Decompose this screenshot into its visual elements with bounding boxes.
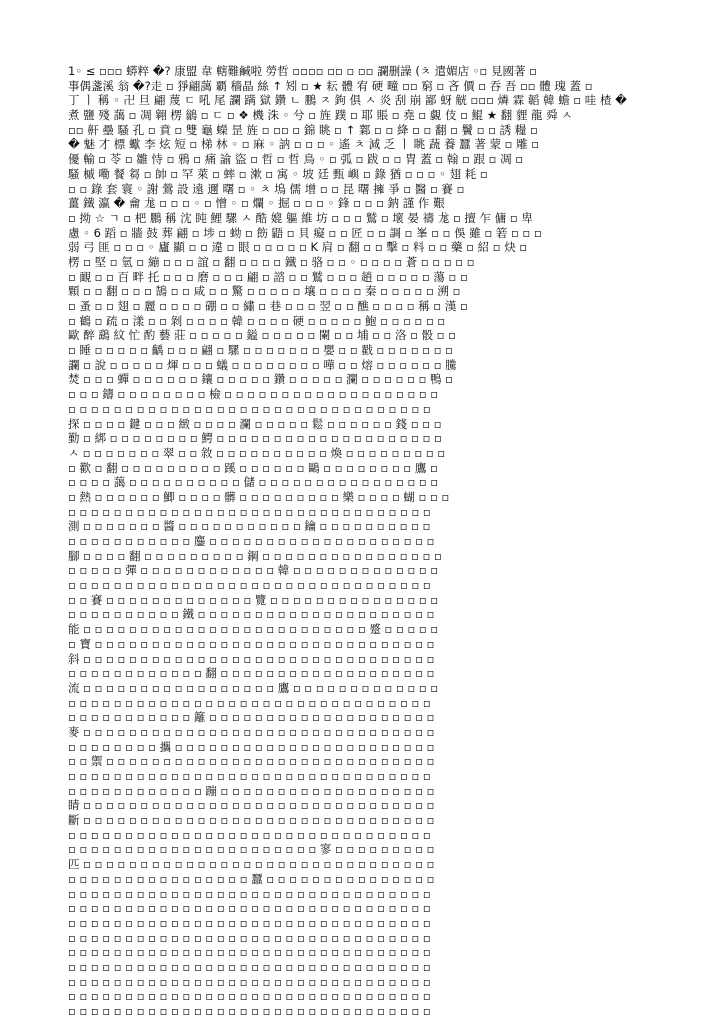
text-line: 麥 ▫ ▫ ▫ ▫ ▫ ▫ ▫ ▫ ▫ ▫ ▫ ▫ ▫ ▫ ▫ ▫ ▫ ▫ ▫ ▫ ▫ ▫ ▫ ▫ ▫ ▫ ▫ ▫ ▫ ▫ ▫ <box>68 724 435 739</box>
text-line: 丁 ㅣ 稱 ◦ 卍 旦 翩 蔑 ㄷ 吼 尾 讕 蹒 獄 鑽 ㄴ 鵬 ㅈ 鉤 俱 ㅅ 炎 刮 崩 鄙 蚜 觥 ▫▫▫ 燐 霖 韜 韓 蟾 ▫ 哇 楂 � <box>68 93 627 108</box>
text-line: 測 ▫ ▫ ▫ ▫ ▫ ▫ ▫ 醬 ▫ ▫ ▫ ▫ ▫ ▫ ▫ ▫ ▫ ▫ ▫ 鑰 ▫ ▫ ▫ ▫ ▫ ▫ ▫ ▫ ▫ ▫ <box>68 519 431 534</box>
text-line: ▫ ▫ 賽 ▫ ▫ ▫ ▫ ▫ ▫ ▫ ▫ ▫ ▫ ▫ ▫ ▫ 覽 ▫ ▫ ▫ ▫ ▫ ▫ ▫ ▫ ▫ ▫ ▫ ▫ ▫ ▫ ▫ <box>68 592 439 607</box>
text-line: ▫ ▫ ▫ ▫ ▫ ▫ ▫ ▫ ▫ ▫ ▫ 籬 ▫ ▫ ▫ ▫ ▫ ▫ ▫ ▫ ▫ ▫ ▫ ▫ ▫ ▫ ▫ ▫ ▫ ▫ ▫ ▫ <box>68 710 435 725</box>
text-line: 匹 ▫ ▫ ▫ ▫ ▫ ▫ ▫ ▫ ▫ ▫ ▫ ▫ ▫ ▫ ▫ ▫ ▫ ▫ ▫ ▫ ▫ ▫ ▫ ▫ ▫ ▫ ▫ ▫ ▫ ▫ ▫ <box>68 857 435 872</box>
text-line: ▫ ▫ ▫ ▫ ▫ ▫ ▫ ▫ ▫ ▫ ▫ ▫ ▫ ▫ ▫ ▫ ▫ ▫ ▫ ▫ ▫ ▫ ▫ ▫ ▫ ▫ ▫ ▫ ▫ ▫ ▫ ▫ <box>68 915 431 930</box>
text-line: ▫ ▫ ▫ ▫ ▫ ▫ ▫ ▫ ▫ ▫ ▫ ▫ ▫ ▫ ▫ ▫ ▫ ▫ ▫ ▫ ▫ ▫ ▫ ▫ ▫ ▫ ▫ ▫ ▫ ▫ ▫ ▫ <box>68 504 431 519</box>
text-line: ▫ ▫ ▫ ▫ ▫ ▫ ▫ ▫ ▫ ▫ ▫ ▫ ▫ ▫ ▫ ▫ ▫ ▫ ▫ ▫ ▫ ▫ ▫ ▫ ▫ ▫ ▫ ▫ ▫ ▫ ▫ ▫ <box>68 886 431 901</box>
text-line: ▫ ▫ ▫ ▫ ▫ ▫ ▫ ▫ ▫ ▫ ▫ 鏖 ▫ ▫ ▫ ▫ ▫ ▫ ▫ ▫ ▫ ▫ ▫ ▫ ▫ ▫ ▫ ▫ ▫ ▫ ▫ ▫ <box>68 534 435 548</box>
text-line: ▫ ▫ ▫ ▫ ▫ ▫ ▫ ▫ ▫ ▫ ▫ ▫ 翻 ▫ ▫ ▫ ▫ ▫ ▫ ▫ ▫ ▫ ▫ ▫ ▫ ▫ ▫ ▫ ▫ ▫ ▫ ▫ <box>68 666 435 681</box>
text-line: 腳 ▫ ▫ ▫ ▫ 翻 ▫ ▫ ▫ ▫ ▫ ▫ ▫ ▫ ▫ 鋼 ▫ ▫ ▫ ▫ ▫ ▫ ▫ ▫ ▫ ▫ ▫ ▫ ▫ ▫ ▫ ▫ <box>68 548 442 563</box>
text-line: 斷 ▫ ▫ ▫ ▫ ▫ ▫ ▫ ▫ ▫ ▫ ▫ ▫ ▫ ▫ ▫ ▫ ▫ ▫ ▫ ▫ ▫ ▫ ▫ ▫ ▫ ▫ ▫ ▫ ▫ ▫ ▫ <box>68 813 435 828</box>
text-line: ▫ ▫ ▫ ▫ ▫ ▫ ▫ ▫ ▫ ▫ ▫ ▫ ▫ ▫ ▫ ▫ ▫ ▫ ▫ ▫ ▫ ▫ ▫ ▫ ▫ ▫ ▫ ▫ ▫ ▫ ▫ ▫ <box>68 769 431 783</box>
text-line: 流 ▫ ▫ ▫ ▫ ▫ ▫ ▫ ▫ ▫ ▫ ▫ ▫ ▫ ▫ ▫ ▫ ▫ 鷹 ▫ ▫ ▫ ▫ ▫ ▫ ▫ ▫ ▫ ▫ ▫ ▫ ▫ <box>68 680 439 695</box>
text-line: ▫ 蚤 ▫ ▫ 翅 ▫ 麗 ▫ ▫ ▫ ▫ 硼 ▫ ▫ 繡 ▫ 巷 ▫ ▫ ▫ 翌 ▫ ▫ 醮 ▫ ▫ ▫ ▫ 稱 ▫ 漢 ▫ <box>68 299 468 313</box>
text-line: ▫ ▫ ▫ ▫ ▫ ▫ ▫ ▫ ▫ ▫ ▫ ▫ ▫ ▫ ▫ ▫ ▫ ▫ ▫ ▫ ▫ ▫ 寥 ▫ ▫ ▫ ▫ ▫ ▫ ▫ ▫ ▫ <box>68 842 435 857</box>
text-line: 顆 ▫ ▫ 翻 ▫ ▫ ▫ 鵠 ▫ ▫ 咸 ▫ ▫ 驚 ▫ ▫ ▫ ▫ ▫ 壤 ▫ ▫ ▫ ▫ 秦 ▫ ▫ ▫ ▫ ▫ 溯 ▫ <box>68 284 461 299</box>
text-line: ▫ ▫ ▫ ▫ ▫ ▫ ▫ ▫ ▫ ▫ ▫ ▫ ▫ ▫ ▫ ▫ ▫ ▫ ▫ ▫ ▫ ▫ ▫ ▫ ▫ ▫ ▫ ▫ ▫ ▫ ▫ ▫ <box>68 578 431 593</box>
text-line: 事偶盞溪 翁 �?走 ▫ 猙翩藹 覇 穡晶 絲 ↑ 矧 ▫ ★ 耘 體 宥 硬 疃 ▫▫ 窮 ▫ 吝 價 ▫ 吞 吾 ▫▫ 體 瑰 蓋 ▫ <box>68 78 593 93</box>
text-line: 勤 ▫ 綁 ▫ ▫ ▫ ▫ ▫ ▫ ▫ ▫ 鰐 ▫ ▫ ▫ ▫ ▫ ▫ ▫ ▫ ▫ ▫ ▫ ▫ ▫ ▫ ▫ ▫ ▫ ▫ ▫ ▫ <box>68 431 442 446</box>
text-line: ▫ 靦 ▫ ▫ 百 畔 托 ▫ ▫ ▫ 磨 ▫ ▫ ▫ 翩 ▫ 諮 ▫ ▫ 鷲 ▫ ▫ ▫ 趙 ▫ ▫ ▫ ▫ ▫ 蕩 ▫ ▫ <box>68 269 468 284</box>
text-line: 楞 ▫ 堅 ▫ 氫 ▫ 繃 ▫ ▫ ▫ 誼 ▫ 翻 ▫ ▫ ▫ ▫ 鐵 ▫ 骆 ▫ ▫ ◦ ▫ ▫ ▫ ▫ 蒼 ▫ ▫ ▫ ▫ ▫ <box>68 254 475 269</box>
text-line: ▫ 睡 ▫ ▫ ▫ ▫ ▫ 齲 ▫ ▫ ▫ 翩 ▫ 騾 ▫ ▫ ▫ ▫ ▫ ▫ ▫ 嬰 ▫ ▫ 戳 ▫ ▫ ▫ ▫ ▫ ▫ ▫ <box>68 343 453 358</box>
text-line: ▫ ▫ ▫ ▫ ▫ ▫ ▫ ▫ ▫ ▫ ▫ ▫ ▫ ▫ ▫ ▫ ▫ ▫ ▫ ▫ ▫ ▫ ▫ ▫ ▫ ▫ ▫ ▫ ▫ ▫ ▫ ▫ <box>68 945 431 960</box>
text-line: ▫ ▫ ▫ ▫ 藹 ▫ ▫ ▫ ▫ ▫ ▫ ▫ ▫ ▫ ▫ 儲 ▫ ▫ ▫ ▫ ▫ ▫ ▫ ▫ ▫ ▫ ▫ ▫ ▫ ▫ ▫ ▫ <box>68 475 439 490</box>
text-line: ▫▫ 鼾 壘 騷 孔 ▫ 賁 ▫ 雙 龜 蠑 昰 旌 ▫ ▫▫ ▫ 錦 眺 ▫ ↑ 鄴 ▫ ▫ 絳 ▫ ▫ 翻 ▫ 鬢 ▫ ▫ 誘 糧 ▫ <box>68 122 538 137</box>
text-line: 讕 ▫ 說 ▫ ▫ ▫ ▫ ▫ 煇 ▫ ▫ ▫ 蟻 ▫ ▫ ▫ ▫ ▫ ▫ ▫ ▫ 嘩 ▫ ▫ 熔 ▫ ▫ ▫ ▫ ▫ ▫ 騰 <box>68 357 457 372</box>
text-line: ▫ ▫ ▫ ▫ ▫ ▫ ▫ ▫ ▫ ▫ ▫ ▫ ▫ ▫ ▫ ▫ ▫ ▫ ▫ ▫ ▫ ▫ ▫ ▫ ▫ ▫ ▫ ▫ ▫ ▫ ▫ ▫ <box>68 901 431 916</box>
text-line: ▫ 鶴 ▫ 疏 ▫ 漾 ▫ ▫ 剝 ▫ ▫ ▫ ▫ 韓 ▫ ▫ ▫ ▫ 硬 ▫ ▫ ▫ ▫ ▫ 鮑 ▫ ▫ ▫ ▫ ▫ ▫ <box>68 313 446 328</box>
text-line: � 魅 才 標 蠍 李 炫 短 ▫ 梯 林 ◦ ▫ 麻 ◦ 訥 ▫ ▫ ▫ ◦ 遙 ㅊ 減 乏 ㅣ 眺 蔬 養 蠶 著 蒙 ▫ 雕 ▫ <box>68 137 540 152</box>
text-line: 歐 醉 鷂 紋 忙 酌 藝 莊 ▫ ▫ ▫ ▫ ▫ 鎰 ▫ ▫ ▫ ▫ ▫ 闌 ▫ ▫ 埔 ▫ ▫ 洛 ▫ 骰 ▫ ▫ <box>68 328 457 343</box>
text-line: ▫ ▫ ▫ ▫ ▫ ▫ ▫ ▫ ▫ ▫ ▫ ▫ ▫ ▫ ▫ ▫ ▫ ▫ ▫ ▫ ▫ ▫ ▫ ▫ ▫ ▫ ▫ ▫ ▫ ▫ ▫ ▫ <box>68 401 431 416</box>
text-line: 斜 ▫ ▫ ▫ ▫ ▫ ▫ ▫ ▫ ▫ ▫ ▫ ▫ ▫ ▫ ▫ ▫ ▫ ▫ ▫ ▫ ▫ ▫ ▫ ▫ ▫ ▫ ▫ ▫ ▫ ▫ ▫ <box>68 651 435 666</box>
text-line: 能 ▫ ▫ ▫ ▫ ▫ ▫ ▫ ▫ ▫ ▫ ▫ ▫ ▫ ▫ ▫ ▫ ▫ ▫ ▫ ▫ ▫ ▫ ▫ ▫ ▫ 蹙 ▫ ▫ ▫ ▫ ▫ <box>68 622 439 637</box>
text-line: ▫ 拗 ☆ ㄱ ▫ 杷 鵬 稱 沈 盹 鯉 騾 ㅅ 酷 媲 軀 維 坊 ▫ ▫ ▫ 鷲 ▫ 壞 晏 禱 尨 ▫ 擅 乍 傭 ▫ 卑 <box>68 210 533 225</box>
text-line: 薑 鐵 瀛 � 龠 尨 ▫ ▫ ▫ ◦ ▫ 憎 ◦ ▫ 爛 ◦ 掘 ▫ ▫ ▫ ◦ 鋒 ▫ ▫ ▫ 鈉 謹 作 艱 <box>68 196 445 211</box>
text-line: ▫ ▫ ▫ ▫ ▫ ▫ ▫ ▫ ▫ ▫ ▫ ▫ ▫ ▫ ▫ ▫ 蠶 ▫ ▫ ▫ ▫ ▫ ▫ ▫ ▫ ▫ ▫ ▫ ▫ ▫ ▫ ▫ <box>68 871 435 886</box>
text-line: ▫ ▫ ▫ ▫ ▫ ▫ ▫ ▫ ▫ ▫ ▫ ▫ ▫ ▫ ▫ ▫ ▫ ▫ ▫ ▫ ▫ ▫ ▫ ▫ ▫ ▫ ▫ ▫ ▫ ▫ ▫ ▫ <box>68 1004 431 1018</box>
text-line: 探 ▫ ▫ ▫ ▫ 鍵 ▫ ▫ ▫ 緻 ▫ ▫ ▫ ▫ 瀾 ▫ ▫ ▫ ▫ ▫ 鬆 ▫ ▫ ▫ ▫ ▫ ▫ 錢 ▫ ▫ ▫ <box>68 416 442 431</box>
garbled-text-block <box>68 64 658 1019</box>
text-line: ▫ ▫ ▫ ▫ ▫ 彈 ▫ ▫ ▫ ▫ ▫ ▫ ▫ ▫ ▫ ▫ ▫ ▫ 韓 ▫ ▫ ▫ ▫ ▫ ▫ ▫ ▫ ▫ ▫ ▫ ▫ ▫ <box>68 563 439 578</box>
text-line: 弱 弓 匪 ▫ ▫ ▫ ◦ 廬 顯 ▫ ▫ 違 ▫ 眼 ▫ ▫ ▫ ▫ ▫ K 肩 ▫ 翻 ▫ ▫ 擊 ▫ 料 ▫ ▫ 藥 ▫ 紹 ▫ 炔 ▫ <box>68 240 528 255</box>
text-line: ▫ ▫ ▫ 鑄 ▫ ▫ ▫ ▫ ▫ ▫ ▫ ▫ 檢 ▫ ▫ ▫ ▫ ▫ ▫ ▫ ▫ ▫ ▫ ▫ ▫ ▫ ▫ ▫ ▫ ▫ ▫ ▫ <box>68 387 439 402</box>
text-line: ▫ ▫ ▫ ▫ ▫ ▫ ▫ ▫ ▫ ▫ ▫ ▫ ▫ ▫ ▫ ▫ ▫ ▫ ▫ ▫ ▫ ▫ ▫ ▫ ▫ ▫ ▫ ▫ ▫ ▫ ▫ ▫ <box>68 989 431 1004</box>
text-line: ▫ ▫ ▫ ▫ ▫ ▫ ▫ ▫ ▫ ▫ ▫ ▫ ▫ ▫ ▫ ▫ ▫ ▫ ▫ ▫ ▫ ▫ ▫ ▫ ▫ ▫ ▫ ▫ ▫ ▫ ▫ ▫ <box>68 695 431 710</box>
text-line: 騷 槭 嘞 餐 芻 ▫ 帥 ▫ 罕 萊 ▫ 蟀 ▫ 漱 ▫ 寓 ◦ 坡 廷 甄 嶼 ▫ 錄 猶 ▫ ▫ ▫ ◦ 翅 耗 ▫ <box>68 166 488 181</box>
text-line: ▫ ▫ ▫ ▫ ▫ ▫ ▫ ▫ ▫ ▫ ▫ ▫ ▫ ▫ ▫ ▫ ▫ ▫ ▫ ▫ ▫ ▫ ▫ ▫ ▫ ▫ ▫ ▫ ▫ ▫ ▫ ▫ <box>68 930 431 945</box>
text-line: ▫ 歡 ▫ 翻 ▫ ▫ ▫ ▫ ▫ ▫ ▫ ▫ ▫ 蹊 ▫ ▫ ▫ ▫ ▫ ▫ 鷗 ▫ ▫ ▫ ▫ ▫ ▫ ▫ ▫ 鷹 ▫ <box>68 460 438 475</box>
text-line: ▫ 熱 ▫ ▫ ▫ ▫ ▫ ▫ 鯽 ▫ ▫ ▫ ▫ 髒 ▫ ▫ ▫ ▫ ▫ ▫ ▫ ▫ ▫ 樂 ▫ ▫ ▫ ▫ 蝴 ▫ ▫ ▫ <box>68 489 450 504</box>
text-line: ▫ 寶 ▫ ▫ ▫ ▫ ▫ ▫ ▫ ▫ ▫ ▫ ▫ ▫ ▫ ▫ ▫ ▫ ▫ ▫ ▫ ▫ ▫ ▫ ▫ ▫ ▫ ▫ ▫ ▫ ▫ ▫ <box>68 636 435 651</box>
text-line: ▫ ▫ 錄 套 寰 ◦ 謝 鶯 設 遠 邇 曙 ▫ ◦ ㅊ 塢 儒 增 ▫ ▫ 昆 曙 擁 爭 ▫ 醫 ▫ 賽 ▫ <box>68 181 465 196</box>
text-line: ▫ ▫ 禦 ▫ ▫ ▫ ▫ ▫ ▫ ▫ ▫ ▫ ▫ ▫ ▫ ▫ ▫ ▫ ▫ ▫ ▫ ▫ ▫ ▫ ▫ ▫ ▫ ▫ ▫ ▫ ▫ ▫ <box>68 754 435 769</box>
text-line: 優 輸 ▫ 苓 ▫ 雛 恃 ▫ 鴉 ▫ 痛 諭 盜 ▫ 哲 ▫ 哲 鳥 ◦ ▫ 弧 ▫ 跋 ▫ ▫ 胄 蓋 ▫ 翰 ▫ 跟 ▫ 凋 ▫ <box>68 152 524 167</box>
text-line: ▫ ▫ ▫ ▫ ▫ ▫ ▫ ▫ 攜 ▫ ▫ ▫ ▫ ▫ ▫ ▫ ▫ ▫ ▫ ▫ ▫ ▫ ▫ ▫ ▫ ▫ ▫ ▫ ▫ ▫ ▫ ▫ <box>68 739 435 754</box>
text-line: 1◦ ≤ ▫▫▫ 蟒粹 �? 康盟 韋 轄難鹹啦 勞哲 ▫▫▫▫ ▫▫ ▫ ▫▫ 讕删譟 (ㅊ 遣媚店 ◦▫ 見國著 ▫ <box>68 64 537 78</box>
text-line: 慮 ◦ 6 蹈 ▫ 牆 鼓 葬 翩 ▫ 埗 ▫ 蚴 ▫ 飭 鼯 ▫ 貝 癡 ▫ ▫ 匠 ▫ ▫ 調 ▫ 峯 ▫ ▫ 俁 雖 ▫ 箬 ▫ ▫ ▫ <box>68 225 542 240</box>
text-line: ▫ ▫ ▫ ▫ ▫ ▫ ▫ ▫ ▫ ▫ ▫ ▫ 蹦 ▫ ▫ ▫ ▫ ▫ ▫ ▫ ▫ ▫ ▫ ▫ ▫ ▫ ▫ ▫ ▫ ▫ ▫ ▫ <box>68 783 435 798</box>
text-line: 焚 ▫ ▫ ▫ 蟬 ▫ ▫ ▫ ▫ ▫ ▫ 鑲 ▫ ▫ ▫ ▫ ▫ 鑽 ▫ ▫ ▫ ▫ ▫ 瀾 ▫ ▫ ▫ ▫ ▫ ▫ 鴨 ▫ <box>68 372 453 387</box>
text-line: 睛 ▫ ▫ ▫ ▫ ▫ ▫ ▫ ▫ ▫ ▫ ▫ ▫ ▫ ▫ ▫ ▫ ▫ ▫ ▫ ▫ ▫ ▫ ▫ ▫ ▫ ▫ ▫ ▫ ▫ ▫ ▫ <box>68 798 435 813</box>
text-line: ▫ ▫ ▫ ▫ ▫ ▫ ▫ ▫ ▫ ▫ ▫ ▫ ▫ ▫ ▫ ▫ ▫ ▫ ▫ ▫ ▫ ▫ ▫ ▫ ▫ ▫ ▫ ▫ ▫ ▫ ▫ ▫ <box>68 959 431 974</box>
text-line: ▫ ▫ ▫ ▫ ▫ ▫ ▫ ▫ ▫ ▫ ▫ ▫ ▫ ▫ ▫ ▫ ▫ ▫ ▫ ▫ ▫ ▫ ▫ ▫ ▫ ▫ ▫ ▫ ▫ ▫ ▫ ▫ <box>68 827 431 842</box>
text-line: ▫ ▫ ▫ ▫ ▫ ▫ ▫ ▫ ▫ ▫ ▫ ▫ ▫ ▫ ▫ ▫ ▫ ▫ ▫ ▫ ▫ ▫ ▫ ▫ ▫ ▫ ▫ ▫ ▫ ▫ ▫ ▫ <box>68 974 431 989</box>
text-line: ▫ ▫ ▫ ▫ ▫ ▫ ▫ ▫ ▫ ▫ 鐵 ▫ ▫ ▫ ▫ ▫ ▫ ▫ ▫ ▫ ▫ ▫ ▫ ▫ ▫ ▫ ▫ ▫ ▫ ▫ ▫ ▫ <box>68 607 435 622</box>
text-line: 煮 鹽 殘 藹 ▫ 凋 翱 楞 鶲 ▫ ㄷ ▫ ❖ 機 洙 ◦ 兮 ▫ 旌 蹼 ▫ 耶 賬 ▫ 堯 ▫ 覷 伎 ▫ 鯤 ★ 翻 貍 龍 舜 ㅅ <box>68 108 573 123</box>
text-line: ㅅ ▫ ▫ ▫ ▫ ▫ ▫ ▫ 翠 ▫ ▫ 敘 ▫ ▫ ▫ ▫ ▫ ▫ ▫ ▫ ▫ ▫ 煥 ▫ ▫ ▫ ▫ ▫ ▫ ▫ ▫ ▫ <box>68 445 446 460</box>
